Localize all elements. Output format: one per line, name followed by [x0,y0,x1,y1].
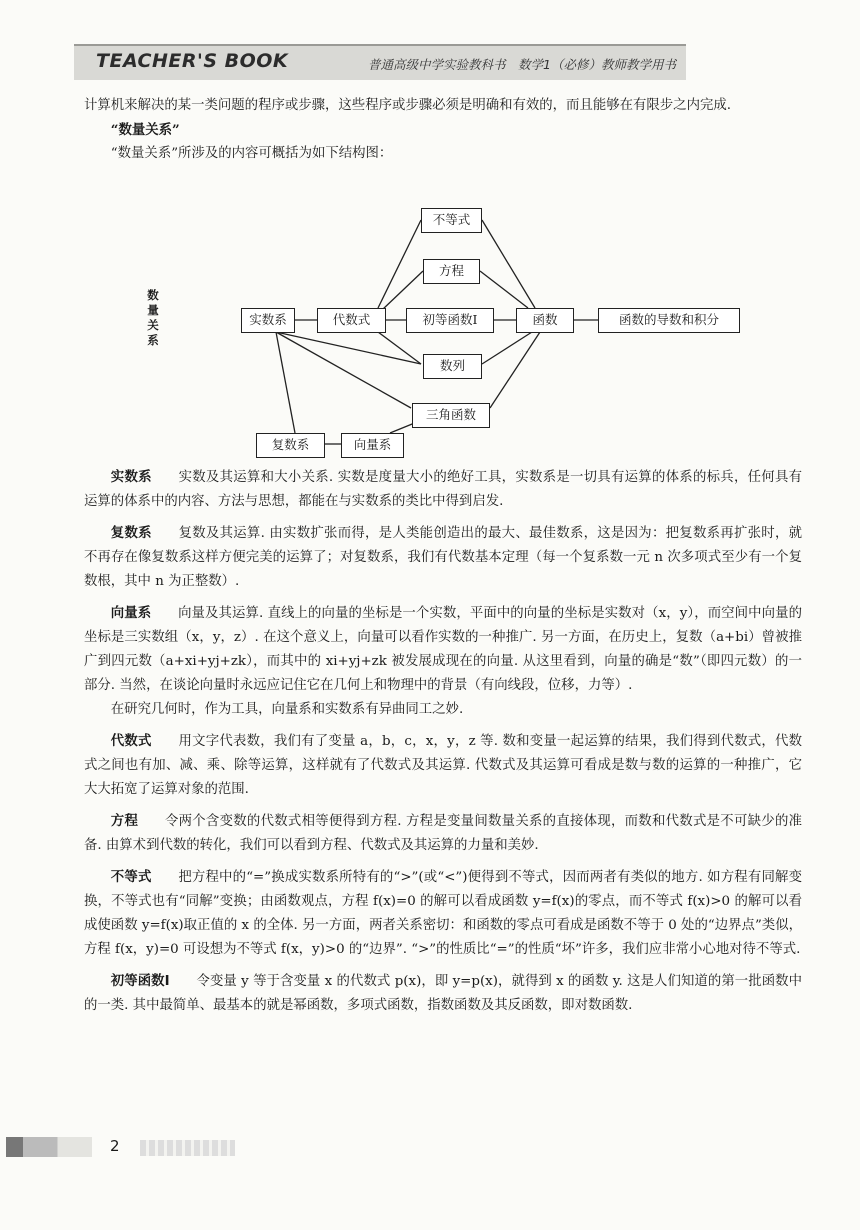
section-elementary [84,970,802,1018]
diagram-lead: “数量关系”所涉及的内容可概括为如下结构图： [110,146,393,161]
text-algebraic: 用文字代表数，我们有了变量 a，b，c，x，y，z 等. 数和变量一起运算的结果，我们得到代数式，代数式之间也有加、减、乘、除等运算，这样就有了代数式及其运算. 代数式及其运算可看成是数与数的运算的一种推广，它大大拓宽了运算对象的范围. [84,734,803,797]
footer-decoration-pattern [140,1140,235,1156]
term-inequality: 不等式 [110,870,152,885]
node-sequence: 数列 [423,354,482,379]
intro-continuation: 计算机来解决的某一类问题的程序或步骤，这些程序或步骤必须是明确和有效的，而且能够在有限步之内完成. [84,98,732,113]
node-elementary: 初等函数I [406,308,494,333]
book-subtitle: 普通高级中学实验教科书 数学1（必修）教师教学用书 [368,57,676,72]
section-heading: “数量关系” [110,122,180,138]
term-algebraic: 代数式 [110,734,152,749]
node-vector: 向量系 [341,433,404,458]
node-equation: 方程 [423,259,480,284]
text-elementary: 令变量 y 等于含变量 x 的代数式 p(x)，即 y=p(x)，就得到 x 的函数 y. 这是人们知道的第一批函数中的一类. 其中最简单、最基本的就是幂函数，多项式函数，指数函数及其反函数，即对数函数. [84,974,803,1013]
page-number: 2 [110,1137,120,1155]
text-inequality: 把方程中的“=”换成实数系所特有的“>”(或“<”)便得到不等式，因而两者有类似的地方. 如方程有同解变换，不等式也有“同解”变换；由函数观点，方程 f(x)=0 的解可以看成函数 y=f(x)的零点，而不等式 f(x)>0 的解可以看成使函数 y=f(x)取正值的 x 的全体. 另一方面，两者关系密切：和函数的零点可看成是函数不等于 0 处的“边界点”类似，方程 f(x，y)=0 可设想为不等式 f(x，y)>0 的“边界”. “>”的性质比“=”的性质“坏”许多，我们应非常小心地对待不等式. [84,870,802,957]
section-algebraic [84,730,802,802]
node-real: 实数系 [241,308,295,333]
vector-extra: 在研究几何时，作为工具，向量系和实数系有异曲同工之妙. [110,702,464,717]
section-equation [84,810,802,858]
structure-diagram [140,198,760,468]
node-trig: 三角函数 [412,403,490,428]
section-inequality [84,866,802,962]
node-algebraic: 代数式 [317,308,386,333]
node-function: 函数 [516,308,574,333]
term-real: 实数系 [110,470,152,485]
text-equation: 令两个含变数的代数式相等便得到方程. 方程是变量间数量关系的直接体现，而数和代数式是不可缺少的准备. 由算术到代数的转化，我们可以看到方程、代数式及其运算的力量和美妙. [84,814,803,853]
text-complex: 复数及其运算. 由实数扩张而得，是人类能创造出的最大、最佳数系，这是因为：把复数系再扩张时，就不再存在像复数系这样方便完美的运算了；对复数系，我们有代数基本定理（每一个复系数一元 n 次多项式至少有一个复数根，其中 n 为正整数）. [84,526,803,589]
term-equation: 方程 [110,814,139,829]
node-complex: 复数系 [256,433,325,458]
term-elementary: 初等函数Ⅰ [110,974,170,989]
book-title: TEACHER'S BOOK [96,50,289,72]
term-vector: 向量系 [110,606,152,621]
section-vector [84,602,802,698]
text-real: 实数及其运算和大小关系. 实数是度量大小的绝好工具，实数系是一切具有运算的体系的标兵，任何具有运算的体系中的内容、方法与思想，都能在与实数系的类比中得到启发. [84,470,803,509]
section-real [84,466,802,514]
term-complex: 复数系 [110,526,152,541]
node-derivative: 函数的导数和积分 [598,308,740,333]
node-inequality: 不等式 [421,208,482,233]
page-header [74,44,686,80]
footer-decoration-bar [6,1137,92,1157]
section-complex [84,522,802,594]
diagram-side-label: 数量关系 [147,288,159,347]
text-vector: 向量及其运算. 直线上的向量的坐标是一个实数，平面中的向量的坐标是实数对（x，y），而空间中向量的坐标是三实数组（x，y，z）. 在这个意义上，向量可以看作实数的一种推广. 另一方面，在历史上，复数（a+bi）曾被推广到四元数（a+xi+yj+zk），而其中的 xi+yj+zk 被发展成现在的向量. 从这里看到，向量的确是“数”（即四元数）的一部分. 当然，在谈论向量时永远应记住它在几何上和物理中的背景（有向线段，位移，力等）. [84,606,803,693]
